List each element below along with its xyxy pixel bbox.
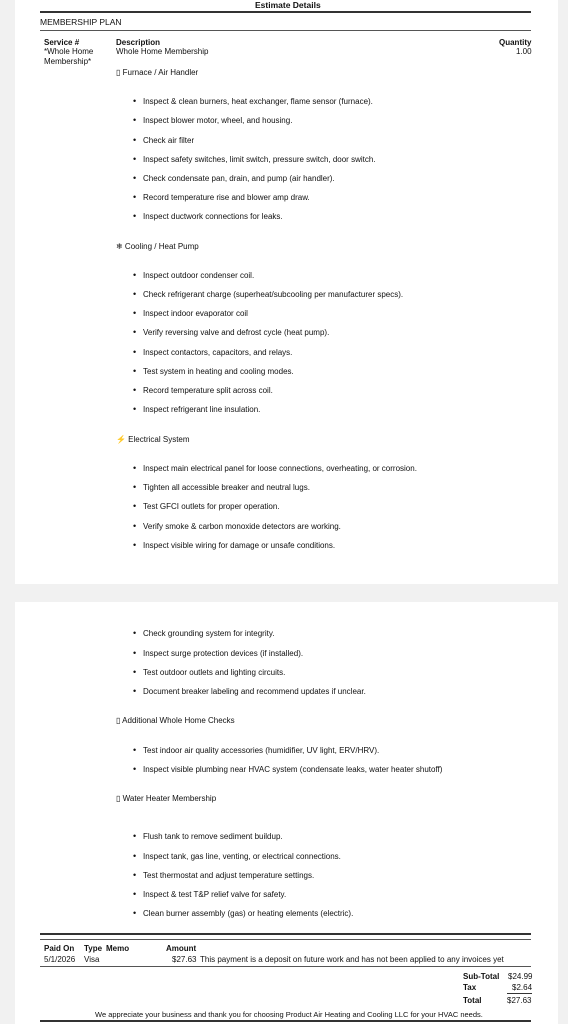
- list-item: • Test thermostat and adjust temperature settings.: [143, 871, 314, 880]
- payment-header-paid-on: Paid On: [44, 944, 75, 953]
- payment-bottom-rule: [40, 966, 531, 967]
- tax-label: Tax: [463, 983, 477, 992]
- list-item: • Flush tank to remove sediment buildup.: [143, 832, 283, 841]
- payment-header-rule: [40, 939, 531, 940]
- section-heading-additional: ▯ Additional Whole Home Checks: [116, 716, 235, 725]
- list-item: • Inspect & clean burners, heat exchanger, flame sensor (furnace).: [143, 97, 373, 106]
- total-label: Total: [463, 996, 482, 1005]
- section-heading-cooling: ❄ Cooling / Heat Pump: [116, 242, 199, 251]
- list-item: • Document breaker labeling and recommend updates if unclear.: [143, 687, 366, 696]
- payment-header-type: Type: [84, 944, 103, 953]
- section-heading-electrical: ⚡ Electrical System: [116, 435, 190, 444]
- footer-message: We appreciate your business and thank you for choosing Product Air Heating and Cooling LLC for your HVAC needs.: [95, 1010, 483, 1019]
- list-item: • Inspect main electrical panel for loose connections, overheating, or corrosion.: [143, 464, 417, 473]
- list-item: • Inspect surge protection devices (if installed).: [143, 649, 303, 658]
- list-item: • Check refrigerant charge (superheat/subcooling per manufacturer specs).: [143, 290, 403, 299]
- header-rule: [40, 30, 531, 31]
- list-item: • Inspect refrigerant line insulation.: [143, 405, 260, 414]
- list-item: • Record temperature rise and blower amp draw.: [143, 193, 310, 202]
- column-header-quantity: Quantity: [499, 38, 532, 47]
- item-quantity: 1.00: [516, 47, 532, 56]
- list-item: • Inspect visible wiring for damage or unsafe conditions.: [143, 541, 335, 550]
- section-heading-water-heater: ▯ Water Heater Membership: [116, 794, 217, 803]
- list-item: • Clean burner assembly (gas) or heating elements (electric).: [143, 909, 353, 918]
- list-item: • Inspect ductwork connections for leaks.: [143, 212, 283, 221]
- tax-value: $2.64: [512, 983, 533, 992]
- list-item: • Check air filter: [143, 136, 194, 145]
- list-item: • Inspect outdoor condenser coil.: [143, 271, 254, 280]
- list-item: • Record temperature split across coil.: [143, 386, 273, 395]
- subtotal-value: $24.99: [508, 972, 533, 981]
- total-value: $27.63: [507, 996, 532, 1005]
- payment-amount: $27.63: [172, 955, 197, 964]
- page-title: Estimate Details: [255, 0, 321, 10]
- column-header-description: Description: [116, 38, 161, 47]
- list-item: • Test GFCI outlets for proper operation.: [143, 502, 280, 511]
- list-item: • Test indoor air quality accessories (humidifier, UV light, ERV/HRV).: [143, 746, 379, 755]
- list-item: • Inspect tank, gas line, venting, or electrical connections.: [143, 852, 341, 861]
- subtotal-label: Sub-Total: [463, 972, 500, 981]
- service-number-line1: *Whole Home: [44, 47, 94, 56]
- column-header-service: Service #: [44, 38, 80, 47]
- list-item: • Check condensate pan, drain, and pump (air handler).: [143, 174, 335, 183]
- section-heading-furnace: ▯ Furnace / Air Handler: [116, 68, 199, 77]
- totals-rule: [507, 993, 532, 994]
- list-item: • Inspect blower motor, wheel, and housing.: [143, 116, 292, 125]
- payment-header-memo: Memo: [106, 944, 130, 953]
- list-item: • Test outdoor outlets and lighting circuits.: [143, 668, 285, 677]
- payment-type: Visa: [84, 955, 100, 964]
- payment-header-amount: Amount: [166, 944, 197, 953]
- payment-paid-on: 5/1/2026: [44, 955, 76, 964]
- list-item: • Tighten all accessible breaker and neutral lugs.: [143, 483, 310, 492]
- payment-memo: This payment is a deposit on future work and has not been applied to any invoices yet: [200, 955, 504, 964]
- list-item: • Test system in heating and cooling modes.: [143, 367, 294, 376]
- item-description: Whole Home Membership: [116, 47, 209, 56]
- list-item: • Check grounding system for integrity.: [143, 629, 274, 638]
- list-item: • Verify smoke & carbon monoxide detectors are working.: [143, 522, 341, 531]
- list-item: • Inspect visible plumbing near HVAC system (condensate leaks, water heater shutoff): [143, 765, 442, 774]
- footer-rule: [40, 1020, 531, 1022]
- list-item: • Inspect contactors, capacitors, and relays.: [143, 348, 292, 357]
- section-label: MEMBERSHIP PLAN: [40, 17, 122, 27]
- title-rule: [40, 11, 531, 13]
- list-item: • Inspect safety switches, limit switch, pressure switch, door switch.: [143, 155, 376, 164]
- list-item: • Verify reversing valve and defrost cycle (heat pump).: [143, 328, 329, 337]
- payment-top-rule: [40, 933, 531, 935]
- list-item: • Inspect indoor evaporator coil: [143, 309, 248, 318]
- list-item: • Inspect & test T&P relief valve for safety.: [143, 890, 286, 899]
- service-number-line2: Membership*: [44, 57, 92, 66]
